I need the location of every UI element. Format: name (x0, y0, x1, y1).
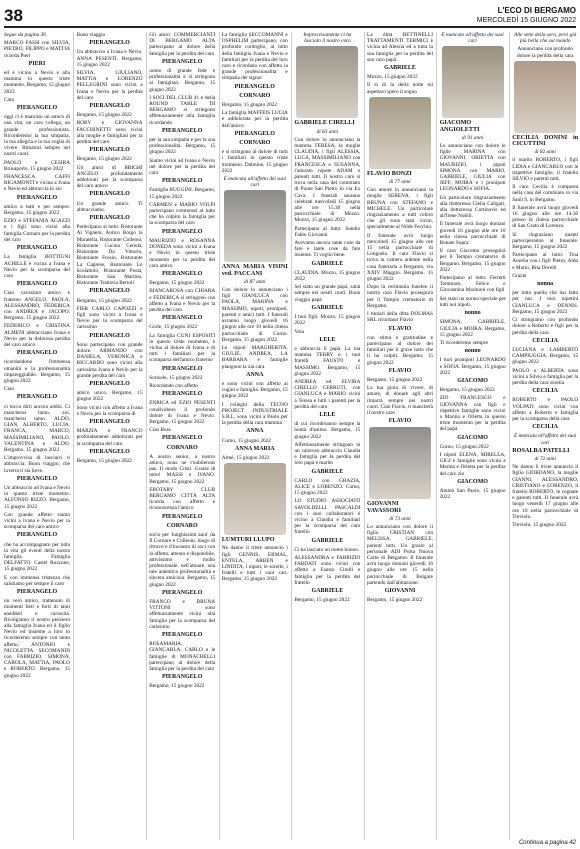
deceased-name-line: PIERANGELO (162, 270, 203, 277)
obituary-text: I tuoi pronipoti LEONARDO e SOFIA. Bergamo, 15 giugno 2022 (439, 357, 506, 376)
obituary-text: FRANCESCA CAFFI RIGAMONTI è vicina a Ivana e Nevio ed abbraccia lo zio (4, 174, 70, 193)
obituary-text: Avevamo ancora tante cose da fare e tante cose da fare insieme. Ti voglio bene. (294, 240, 361, 259)
deceased-name-line: PIERANGELO (16, 281, 58, 288)
obituary-text: di cui ricorderanno sempre la bontà d'animo. Bergamo, 15 giugno 2022 (294, 421, 361, 440)
obituary-text: BOBY e GIOVANNA FACCHINETTI sono vicini alla moglie e famigliari per la perdita del caro (76, 120, 143, 146)
obituary-text: Dopo la cerimonia funebre il nostro caro Flavio proseguirà per il Tempio crematorio di Bergamo. (367, 284, 433, 309)
deceased-name-line: PIERANGELO (162, 435, 203, 442)
obituary-text: Ci stringiamo con profondo dolore a Roberto e figli per la perdita della cara (512, 317, 579, 336)
column-6 (367, 32, 433, 838)
deceased-name-line: GABRIELE (311, 260, 344, 267)
obituary-text: Sono vicini con affetto a Ivana e Nevio per la scomparsa di (76, 404, 143, 417)
obituary-text: Curno, 15 giugno 2022 (439, 443, 489, 450)
deceased-name-line: GABRIELE (311, 537, 344, 544)
deceased-name-line: CORNARO (239, 140, 271, 147)
deceased-name-line: LELE (319, 411, 336, 418)
portrait-photo (369, 97, 431, 169)
deceased-name-line: PIERANGELO (89, 332, 130, 339)
obituary-text: E con immensa tristezza che salutiamo per sempre il caro (4, 574, 70, 587)
obituary-name: CECILIA DONINI in CICUTTINI (512, 133, 579, 148)
deceased-name-line: FLAVIO (388, 418, 412, 425)
obituary-text: Bergamo, 15 giugno 2022 (76, 156, 132, 163)
obituary-text: di 63 anni (316, 128, 339, 135)
deceased-name-line: CORNARO (166, 522, 198, 529)
deceased-name-line: FLAVIO (388, 325, 412, 332)
obituary-text: ENRICA ed EZIO PESENTI condividono il profondo dolore di Ivana e Nevio. Bergamo, 15 giugno 2022 (149, 400, 216, 425)
obituary-text: I colleghi della TECNO PROJECT INDUSTRIALE S.R.L. sono vicini a Paolo per la perdita della cara mamma (221, 401, 288, 427)
obituary-text: Sorisole, 15 giugno 2022 (149, 374, 203, 381)
column-divider (73, 32, 74, 840)
column-4 (222, 32, 288, 838)
column-1 (4, 32, 70, 838)
deceased-name-line: GIACOMO (457, 478, 488, 485)
deceased-name-line: PIERANGELO (162, 127, 203, 134)
obituary-text: Affettuosamente stringono in un caloroso abbraccio Claudia e famiglia per la perdita del loro papà e marito (294, 441, 361, 467)
deceased-name-line: PIERANGELO (16, 475, 58, 482)
obituary-text: uomo di grande fede e professionalità e si stringono ai famigliari. Bergamo, 15 giugno 2022 (149, 68, 216, 93)
obituary-text: MARZIA e FRANCO profondamente addolorati per la scomparsa del caro (76, 428, 143, 447)
obituary-name: ROSALBA PATELLI (512, 446, 570, 454)
deceased-name-line: PIERANGELO (89, 215, 130, 222)
obituary-text: Famiglia BUGGINI. Bergamo, 15 giugno 2022 (149, 187, 216, 200)
obituary-text: di 91 anni (461, 134, 484, 141)
obituary-text: Le nipoti MARGHERITA, GIULIE, ANDREA, LA BARBARA e famiglie piangono la zia cara (221, 344, 288, 370)
obituary-text: Gli amici di BRIGHI ANGELO profondamente addolorati per la scomparsa del caro amico (76, 164, 143, 190)
obituary-text: Bergamo, 15 giugno 2022 (294, 597, 350, 604)
paper-masthead (380, 6, 576, 25)
obituary-text: La tua gioia di vivere, di amare, di donare agli altri rimarrà sempre nei nostri cuori. Ciao Flavio, ti mancherà il nostro caro (367, 385, 433, 416)
obituary-text: I SOCI DEL CLUB 41 e della ROUND TABLE DI BERGAMO si stringono affettuosamente alla famiglia ricordando (149, 94, 216, 126)
obituary-text: Sono partecipano con grande dolore. ARMANDO con DANIELA, VERONICA e RICCARDO sono vicini alla carissima Ivana e Nevio per la grande perdita del caro (76, 341, 143, 379)
obituary-text: BIANCAROSA con CHIARA e FEDERICA si stringono con affetto a Ivana e Nevio per la perdita del caro (149, 288, 216, 313)
obituary-text: Con dolore lo annunciano la mamma TERESA, la moglie CLAUDIA, i figli ALESSIA, LUCA, MASSIMILIANO con FRANCESCA e SUSANNA, l'adorato nipote ADAM e parenti tutti. Il nostro caro si trova nella casa del commiato di Ponte San Pietro in via Ex Cava. I funerali saranno celebrati mercoledì 15 giugno alle ore 15.30 nella parrocchiale di Mozzo. Mozzo, 15 giugno 2022 (294, 136, 361, 224)
deceased-name-line: CECILIA (532, 424, 559, 431)
obituary-text: ed è vicino a Nevio e alla mamma in questo triste momento. Bergamo, 15 giugno 2022 (4, 70, 70, 95)
deceased-name-line: PIERANGELO (89, 103, 130, 110)
deceased-name-line: PIERANGELO (162, 632, 203, 639)
obituary-text: e abbraccia il papà. La tua mamma TERRY e i tuoi fratelli FAUSTO e MASSIMO. Bergamo, 15 giugno 2022 (294, 345, 361, 377)
obituary-text: FEDERICO e CRISTINA ALMENI abbracciano Ivana e Nevio per la dolorosa perdita del caro amico (4, 323, 70, 348)
obituary-text: Siamo vicini ad Ivana e Nevio nel dolore per la perdita del caro (149, 157, 216, 177)
obituary-text: Ciao Boss (149, 427, 171, 434)
obituary-text: Bergamo, 15 giugno 2022 (149, 683, 205, 690)
obituary-text: SIMONA, GABRIELE, GIULIA e MOIRA. Bergamo, 15 giugno 2022 (439, 319, 506, 338)
obituary-text: I titolari della ditta DOLMAS SRL ricordano Flavio (367, 311, 433, 324)
obituary-text: di 77 anni (389, 179, 411, 186)
deceased-name-line: PIERANGELO (162, 58, 203, 65)
obituary-name: LUMTURI LLUPO (221, 536, 275, 544)
obituary-text: Partecipano al lutto: Sandro Fabio Giovanni (294, 225, 361, 238)
obituary-text: Bergamo, 15 giugno 2022 (221, 102, 278, 109)
deceased-name-line: PIERANGELO (89, 448, 130, 455)
column-divider (364, 32, 365, 840)
obituary-text: amico a tutti e per sempre. Bergamo, 15 giugno 2022 (4, 203, 70, 217)
obituary-text: ANDREA ed ELVIRA CIRELLO CERRUTI, con GIANLUCA e MARIO vicini a Teresa e tutti i parenti per la perdita del caro (294, 378, 361, 410)
obituary-text: ricordandone l'immensa umanità e la professionalità impareggiabile. Bergamo, 15 giugno 2022 (4, 359, 70, 384)
obituary-text: ci tocca dirti ancora addio. Ci mancherai tanto, zio, mancherai tanto. ALDO, GIAN, ALBERTO, LUCIA, FRANCA, MARCO, MASSIMILIANO, PAOLO, VALENTINA e ALDO. Bergamo, 15 giugno 2022 (4, 403, 70, 453)
portrait-photo (224, 190, 286, 262)
obituary-text: La famiglia CUNI ESPOSITI in questo triste momento, è vicina al dolore di Ivana e di tutti i familiari per la scomparsa dell'amico fraterno (149, 332, 216, 364)
obituary-text: e sono vicini con affetto ai cugini e famiglia. Bergamo, 15 giugno 2022 (221, 380, 288, 400)
obituary-text: CLAUDIA. Mozzo, 15 giugno 2022 (294, 269, 361, 283)
obituary-text: Sei stato un grande papà, sarai sempre nei nostri cuori. Buon viaggio papà (294, 284, 361, 303)
obituary-text: Bergamo, 15 giugno 2022 (439, 387, 495, 394)
obituary-text: Vola (294, 328, 305, 335)
obituary-text: Partecipano al lutto: Ferretti Tommaso, Felice e Giovannina Marinoni con figli (439, 275, 506, 294)
deceased-name-line: CECILIA (532, 337, 559, 344)
deceased-name-line: PIERANGELO (89, 147, 130, 154)
obituary-text: Con dolore lo annunciano i figli GIANLUCA con PAOLA, MARINA e MASSIMO, nipoti, pronipoti, parenti e amici tutti. I funerali avranno luogo giovedì 16 giugno alle ore 10 nella chiesa parrocchiale di Curno. Bergamo, 15 giugno 2022 (221, 287, 288, 343)
obituary-text: Grazie (512, 272, 527, 279)
obituary-text: di 73 anni (389, 515, 411, 522)
deceased-name-line: GIACOMO (457, 377, 488, 384)
obituary-text: un vero amico, trattenuto di momenti lieti e forti di tanti aneddoti e curiosità. Rivolgiamo il nostro pensiero alla famiglia Ivana ed il figlio Nevio ed insieme a loro lo ricorderemo sempre con tanto affetto. ANTONIO e NICOLETTA SECOMANDI con FABRIZIO, SIMONA, CAROLA, MATTIA, PAOLO e ROBERTO. Bergamo, 15 giugno 2022 (4, 598, 70, 679)
obituary-text: ROSAMARIA, GIANCARLA, CARLO e le famiglie di MONACHELLI partecipano al dolore della famiglia per la perdita del caro (149, 641, 216, 673)
obituary-text: Con amore lo annunciano la moglie SERENA, i figli BRUNA con STEFANO e MICHELE. Un particolare ringraziamento a tutti coloro che gli sono stati vicini, specialmente al Nilde Fecchio. (367, 187, 433, 231)
obituary-text: di 72 anni (534, 455, 556, 462)
issue-date: MERCOLEDÌ 15 GIUGNO 2022 (476, 17, 576, 24)
deceased-name-line: FLAVIO (388, 367, 412, 374)
page-number: 38 (4, 6, 23, 25)
obituary-text: per la sua simpatia e per la sua professionalità. Bergamo, 15 giugno 2022 (149, 137, 216, 156)
column-divider (219, 32, 220, 840)
obituary-text: amico unico. Bergamo, 15 giugno 2022 (76, 390, 143, 403)
deceased-name-line: CORNARO (239, 92, 271, 99)
deceased-name-line: GABRIELE (384, 65, 416, 72)
deceased-name-line: PIERANGELO (162, 391, 203, 398)
continued-note: Continua a pagina 42 (518, 840, 576, 846)
deceased-name-line: GABRIELE (311, 468, 344, 475)
deceased-name-line: GABRIELE (311, 588, 344, 595)
column-2 (77, 32, 143, 838)
obituary-text: Il funerale avrà luogo domani giovedì 16 giugno alle ore 10 nella chiesa parrocchiale di Bonate Sopra. (439, 221, 506, 247)
obituary-name: FLAVIO BONZI (367, 169, 412, 177)
portrait-photo (296, 46, 358, 118)
obituary-text: Bergamo, 15 giugno 2022 (76, 457, 132, 464)
obituary-text: di 82 anni (534, 149, 556, 156)
deceased-name-line: PIERANGELO (16, 350, 58, 357)
obituary-text: Annunciano con profondo dolore la perdita della cara (516, 46, 574, 59)
obituary-text: Gorle, 15 giugno 2022 (149, 324, 198, 331)
deceased-name-line: PIERANGELO (89, 191, 130, 198)
deceased-name-line: ANNA (246, 371, 264, 378)
deceased-name-line: PIERANGELO (16, 194, 58, 201)
obituary-text: Treviolo, 15 giugno 2022 (512, 521, 567, 528)
obituary-name: GIOVANNI VAVASSORI (367, 500, 402, 514)
obituary-text: Partecipano al lutto: Ristorante Al Vigneto, Antico Borgo la Muratella, Ristorante Colleoni, Ristorante Cucina Cereda, Ristorante Da Vittorio, Ristorante Frosio, Ristorante La Caprese, Ristorante Lo Scoiattolo, Ristorante Posta, Ristorante San Martino, Ristorante Trattoria Bertoli (76, 224, 143, 287)
obituary-text: I tuoi figli. Mozzo, 15 giugno 2022 (294, 314, 361, 327)
obituary-text: Un particolare ringraziamento alla dottoressa Clelia Caligari, alla dottoressa Cortinovis ed all'Irene Nobili. (439, 194, 506, 220)
obituary-text: Bergamo, 15 giugno 2022 (76, 297, 132, 304)
column-7 (440, 32, 506, 838)
obituary-text: Bergamo, 15 giugno 2022 (367, 597, 423, 604)
obituary-text: Bergamo, 15 giugno 2022 (76, 112, 132, 119)
obituary-text: La famiglia SECCOMANNI e OSPHELIM partecipano, con profondo cordoglio, al lutto della famiglia Ivana e Nevio e familiari per la perdita del loro caro e ricordano con affetto la grande professionalità e simpatia del signor (221, 32, 288, 82)
portrait-photo (224, 463, 286, 535)
deceased-name-line: CORNARO (166, 444, 198, 451)
portrait-photo (369, 427, 431, 499)
deceased-name-line: PIERANGELO (16, 589, 58, 596)
deceased-name-line: PIERANGELO (89, 418, 130, 425)
obituary-text: Un abbraccio a Ivana e Nevio. ANNA PESENTI. Bergamo, 15 giugno 2022 (76, 49, 143, 68)
portrait-photo (442, 46, 504, 118)
obituary-text: Un abbraccio ad Ivana e Nevio in questo triste momento. ALFONSO RIZZO. Bergamo, 15 giugno 2022 (4, 485, 70, 510)
deceased-name-line: nonno (464, 310, 481, 317)
obituary-text: LUCIANA e LAMBERTO CAMPIUGGIA. Bergamo, 15 giugno 2022 (512, 346, 579, 366)
obituary-text: Il sì di la della notte mi aspettavi spero il sogno (367, 82, 433, 95)
obituary-text: Un grande amico. Ti abbracciamo. (76, 200, 143, 213)
obituary-text: È mancata all'affetto dei suoi cari (514, 433, 577, 446)
obituary-text: EBOTARY CLUB BERGAMO CITTÀ ALTA ricorda con affetto e riconoscenza l'amico (149, 486, 216, 512)
obituary-text: Gli amici COMMERCIANTI DI BERGAMO ALTA partecipano al dolore della famiglia per la perdita del caro (149, 32, 216, 57)
deceased-name-line: PIERANGELO (162, 315, 203, 322)
obituary-text: Ne danno il triste annuncio il figlio GIORDANO, la moglie GIANNI, ALESSANDRO, CRISTIANO e LORENZO, il fratello ROBERTO, le cognate e parenti tutti. Il funerale avrà luogo venerdì 17 giugno alle ore 10 nella parrocchiale di Treviolo. (512, 464, 579, 520)
obituary-text: Con grande affetto siamo vicini a Ivana e Nevio per la scomparsa del caro amico (4, 511, 70, 531)
obituary-text: MARCO FASSI con SILVIA, PIETRO, FILIPPO e MATTIA ricorda Pieri (4, 40, 70, 59)
obituary-text: Si ringraziano quanti parteciperanno al funerale. Bergamo, 15 giugno 2022 (512, 231, 579, 251)
deceased-name-line: PIERANGELO (89, 40, 130, 47)
obituary-text: per tutto quello che hai fatto per noi. I tuoi nipotini GIANLUCA e DENNIS. Bergamo, 15 giugno 2022 (512, 290, 579, 315)
obituary-text: È mancata all'affetto dei suoi cari (223, 176, 286, 189)
deceased-name-line: PIERI (28, 60, 46, 67)
obituary-text: Ciao (4, 386, 15, 393)
obituary-text: Alle sette della sera, però già più bella che sul mondo (514, 32, 577, 45)
obituary-text: Ci ha lasciato un uomo buono. (294, 546, 360, 553)
obituary-name: GIACOMO ANGIOLETTI (439, 119, 480, 133)
deceased-name-line: ANNA (246, 428, 264, 435)
obituary-text: PAOLO e ALBERTA sono vicini a Silvio e famiglia per la perdita della cara sorella (512, 367, 579, 386)
obituary-text: PAOLO e CESIRA Brusaporto, 15 giugno 2022 (4, 159, 70, 172)
column-divider (436, 32, 437, 840)
obituary-text: Partecipano al lutto: Tina Aurelia con i figli Pietro, Aldo e Mario, Rita Dorelli (512, 252, 579, 271)
obituary-text: Improvvisamente ci ha lasciato il nostro caro (303, 32, 352, 45)
obituary-text: La famiglia BOTTIGNI ACHILLE è vicina a Ivana e Nevio per la scomparsa del caro (4, 254, 70, 279)
obituary-text: e si stringono al dolore di tutti i familiari in questo triste momento. Dalmine, 15 giugno 2022 (221, 149, 288, 174)
obituary-name: ANNA MARIA VISINI ved. PACCANI (221, 263, 288, 277)
obituary-text: Caro (4, 96, 15, 103)
deceased-name-line: GABRIELE (311, 304, 344, 311)
obituary-text: socio per 'lunghissimi anni' da Il Cornaro e Colleoni, luogo di ritrovo e d'incontro di soci con la affetto, attento e disponibile, attivissimo e molto professionale nell'attuare una tale autentica professionalità e sincera amicizia. Bergamo, 15 giugno 2022 (149, 532, 216, 588)
obituary-text: Il caro Cecilia è composta nella casa del commiato in via Sauli 9, in Bergamo. (512, 184, 579, 203)
obituary-text: EZIO e STEFANIA AGAZZI e i figli sono vicini alla famiglia Cornaro per la perdita del caro (4, 218, 70, 243)
obituary-text: Ne danno il triste annuncio i figli GENNIS, ERMAL, ENTELA, ARBEN e LINDITA, i nipoti, le sorelle, i fratelli e tutti i suoi cari. Bergamo, 15 giugno 2022 (221, 545, 288, 583)
obituary-text: Il caro Giacomo proseguirà per il Tempio crematorio di Bergamo. Bergamo, 15 giugno 2022 (439, 248, 506, 273)
deceased-name-line: PIERANGELO (89, 380, 130, 387)
obituary-text: LO STUDIO ASSOCIATO SAVOLDELLI PASCALDI con i suoi collaboratori è vicino a Claudia e familiari per la scomparsa del caro fratello (294, 498, 361, 536)
obituary-text: L'improvvisa di lasciarci ti abbraccia. Buon viaggio, che la terra ti sia lieve. (4, 455, 70, 474)
obituary-text: Ricordando con affetto (149, 382, 198, 389)
obituary-text: ZIO FRANCESCO e GIOVANNA con figli e rispettive famiglie sono vicini a Marina e Orietta in questo triste momento per la perdita del papà (439, 395, 506, 433)
obituary-text: MAURIZIO e ROSANNA DONEDA sono vicini a Ivana e Nevio in questo triste momento per la perdita del caro amico (149, 237, 216, 269)
obituary-text: oggi ci è mancato un amico di una vita, un caro collega, un grande professionista. Ricorderemo la tua simpatia, la tua allegria e la tua voglia di vivere. Rimarrai sempre nei nostri cuori. (4, 114, 70, 158)
obituary-text: Segue da pagina 36 (4, 32, 46, 38)
deceased-name-line: PIERANGELO (16, 394, 58, 401)
deceased-name-line: PIERANGELO (162, 178, 203, 185)
obituary-text: Mozzo, 15 giugno 2022 (367, 74, 418, 81)
deceased-name-line: PIERANGELO (16, 105, 58, 112)
header-rule (4, 26, 576, 28)
column-3 (149, 32, 215, 838)
obituary-text: Buon viaggio (76, 32, 106, 38)
obituary-text: CARMEN e MARIO VOLPI partecipano commossi al lutto che ha colpito la famiglia per la scomparsa del caro (149, 201, 216, 227)
obituary-text: SILVIA, GIULIANO, MATTIA e LORENZO PELLEGRINI sono vicini a Ivana e Nevio per la perdita del caro (76, 70, 143, 101)
obituary-text: Almè, 15 giugno 2022 (221, 454, 270, 461)
deceased-name-line: PIERANGELO (16, 532, 58, 539)
deceased-name-line: PIERANGELO (162, 589, 203, 596)
obituary-name: GABRIELE CIRELLI (294, 119, 355, 127)
deceased-name-line: PIERANGELO (234, 130, 275, 137)
paper-name: L'ECO DI BERGAMO (497, 6, 576, 15)
obituary-text: ROBERTO e PAOLO VOLPATI sono vicini con affetto a Roberto e famiglia per la scomparsa della cara (512, 397, 579, 422)
deceased-name-line: ANNA MARIA (235, 445, 275, 452)
obituary-text: Curno, 15 giugno 2022 (221, 437, 271, 444)
deceased-name-line: CECILIA (532, 388, 559, 395)
obituary-text: Il funerale avrà luogo mercoledì 15 giugno alle ore 15 nella parrocchiale di Longuelo. Il caro Flavio si trova in camera ardente nella casa funeraria a Bergamo, via XXIV Maggio. Bergamo, 15 giugno 2022 (367, 232, 433, 283)
obituary-text: Bergamo, 15 giugno 2022 (367, 376, 423, 383)
column-5 (294, 32, 360, 838)
deceased-name-line: LELE (319, 336, 336, 343)
obituary-text: Ciao carissimo amico e fraterno ANGELO, PAOLA, ALESSANDRO, FEDERICA con ANDREA e JACOPO. Bergamo, 15 giugno 2022 (4, 290, 70, 322)
obituary-text: CARLO con GRAZIA, ALICE e LORENZO. Curno, 15 giugno 2022 (294, 477, 361, 497)
obituary-text: con stima e gratitudine e partecipano al dolore dei familiari per il grave lutto che li ha colpiti. Bergamo, 15 giugno 2022 (367, 334, 433, 366)
obituary-text: ALESSANDRA e FABRIZIO FARDATI sono vicini con affetto a Fausto Cirelli e famiglia per la perdita del fratello (294, 555, 361, 586)
deceased-name-line: nonna (537, 281, 554, 288)
obituary-text: FRANCO e BRUNA VITTONI sono affettuosamente vicini alla famiglia per la scomparsa del carissimo (149, 599, 216, 630)
obituary-text: Ti ricorderemo sempre (439, 339, 488, 346)
obituary-text: I nipoti ELENA, MIRELLA, GIGI e famiglie sono vicini a Marina e Orietta per la perdita del caro zio (439, 451, 506, 477)
portrait-photo (514, 61, 576, 133)
obituary-text: che ha accompagnato per tutta la vita gli eventi della nostra famiglia. Famiglia DELFATTO. Castel Rozzone, 15 giugno 2022 (4, 541, 70, 573)
deceased-name-line: PIERANGELO (234, 83, 275, 90)
deceased-name-line: PIERANGELO (162, 228, 203, 235)
deceased-name-line: GIOVANNI (384, 587, 416, 594)
page-header (0, 0, 580, 34)
obituary-text: di 87 anni (244, 278, 266, 285)
obituary-text: La famiglia MAFFEIS LUCIA è addolorata per la perdita dell'amico (221, 110, 288, 129)
deceased-name-line: nonno (464, 348, 481, 355)
deceased-name-line: PIERANGELO (162, 365, 203, 372)
obituary-text: Sei stato un nonno speciale per tutti noi nipoti. (439, 295, 506, 308)
obituary-text: Lo annunciano con dolore le figlie MARINA con GIOVANNI, ORIETTA con MAURIZIO, i nipoti SIMONA con MARIO, GABRIELE, GIULIA con JEFF, MOIRA e i pronipoti LEONARDO e SOFIA. (439, 143, 506, 193)
column-divider (146, 32, 147, 840)
obituary-text: La ditta BETTINELLI TRATTAMENTI TERMICI è vicina ad Alessia ed a tutta la sua famiglia per la perdita del suo caro papà (367, 32, 433, 63)
deceased-name-line: PIERANGELO (89, 288, 130, 295)
obituary-text: Bergamo, 15 giugno 2022 (149, 280, 205, 287)
deceased-name-line: GIACOMO (457, 434, 488, 441)
deceased-name-line: PIERANGELO (162, 513, 203, 520)
obituary-text: Ammò San Paolo, 15 giugno 2022 (439, 487, 506, 501)
deceased-name-line: PIERANGELO (16, 245, 58, 252)
column-divider (509, 32, 510, 840)
column-divider (291, 32, 292, 840)
deceased-name-line: PIERANGELO (162, 674, 203, 681)
obituary-text: FIER CARLO CAPOZZI e figli sono vicini a Ivana e Nevio per la scomparsa del carissimo (76, 305, 143, 331)
obituary-text: Il funerale avrà luogo giovedì 16 giugno alle ore 14.30 presso la chiesa parrocchiale di San Grato di Lorenzo. (512, 204, 579, 230)
column-8 (512, 32, 578, 838)
obituary-text: Lo annunciano con dolore il figlio CRISTIAN con MELISSA, GABRIELE, parenti tutti. Un grazie al personale ADI Porta Nuova Corte di Bergamo. Il funerale avrà luogo domani giovedì 16 giugno alle ore 15 nella parrocchiale di Bolgare partendo dall'abitazione. (367, 523, 433, 586)
obituary-text: A nostro senior, a nostro amico, nous ne t'oublierons pas. Il modo Cristi. Grazie di tutto! MASSI e IVANO. Bergamo, 15 giugno 2022 (149, 453, 216, 485)
obituary-text: È mancato all'affetto dei suoi cari (441, 32, 504, 45)
obituary-text: il marito ROBERTO, i figli LIDIA e GIANCARLO con le rispettive famiglie, il fratello SILVIO e parenti tutti. (512, 157, 579, 183)
